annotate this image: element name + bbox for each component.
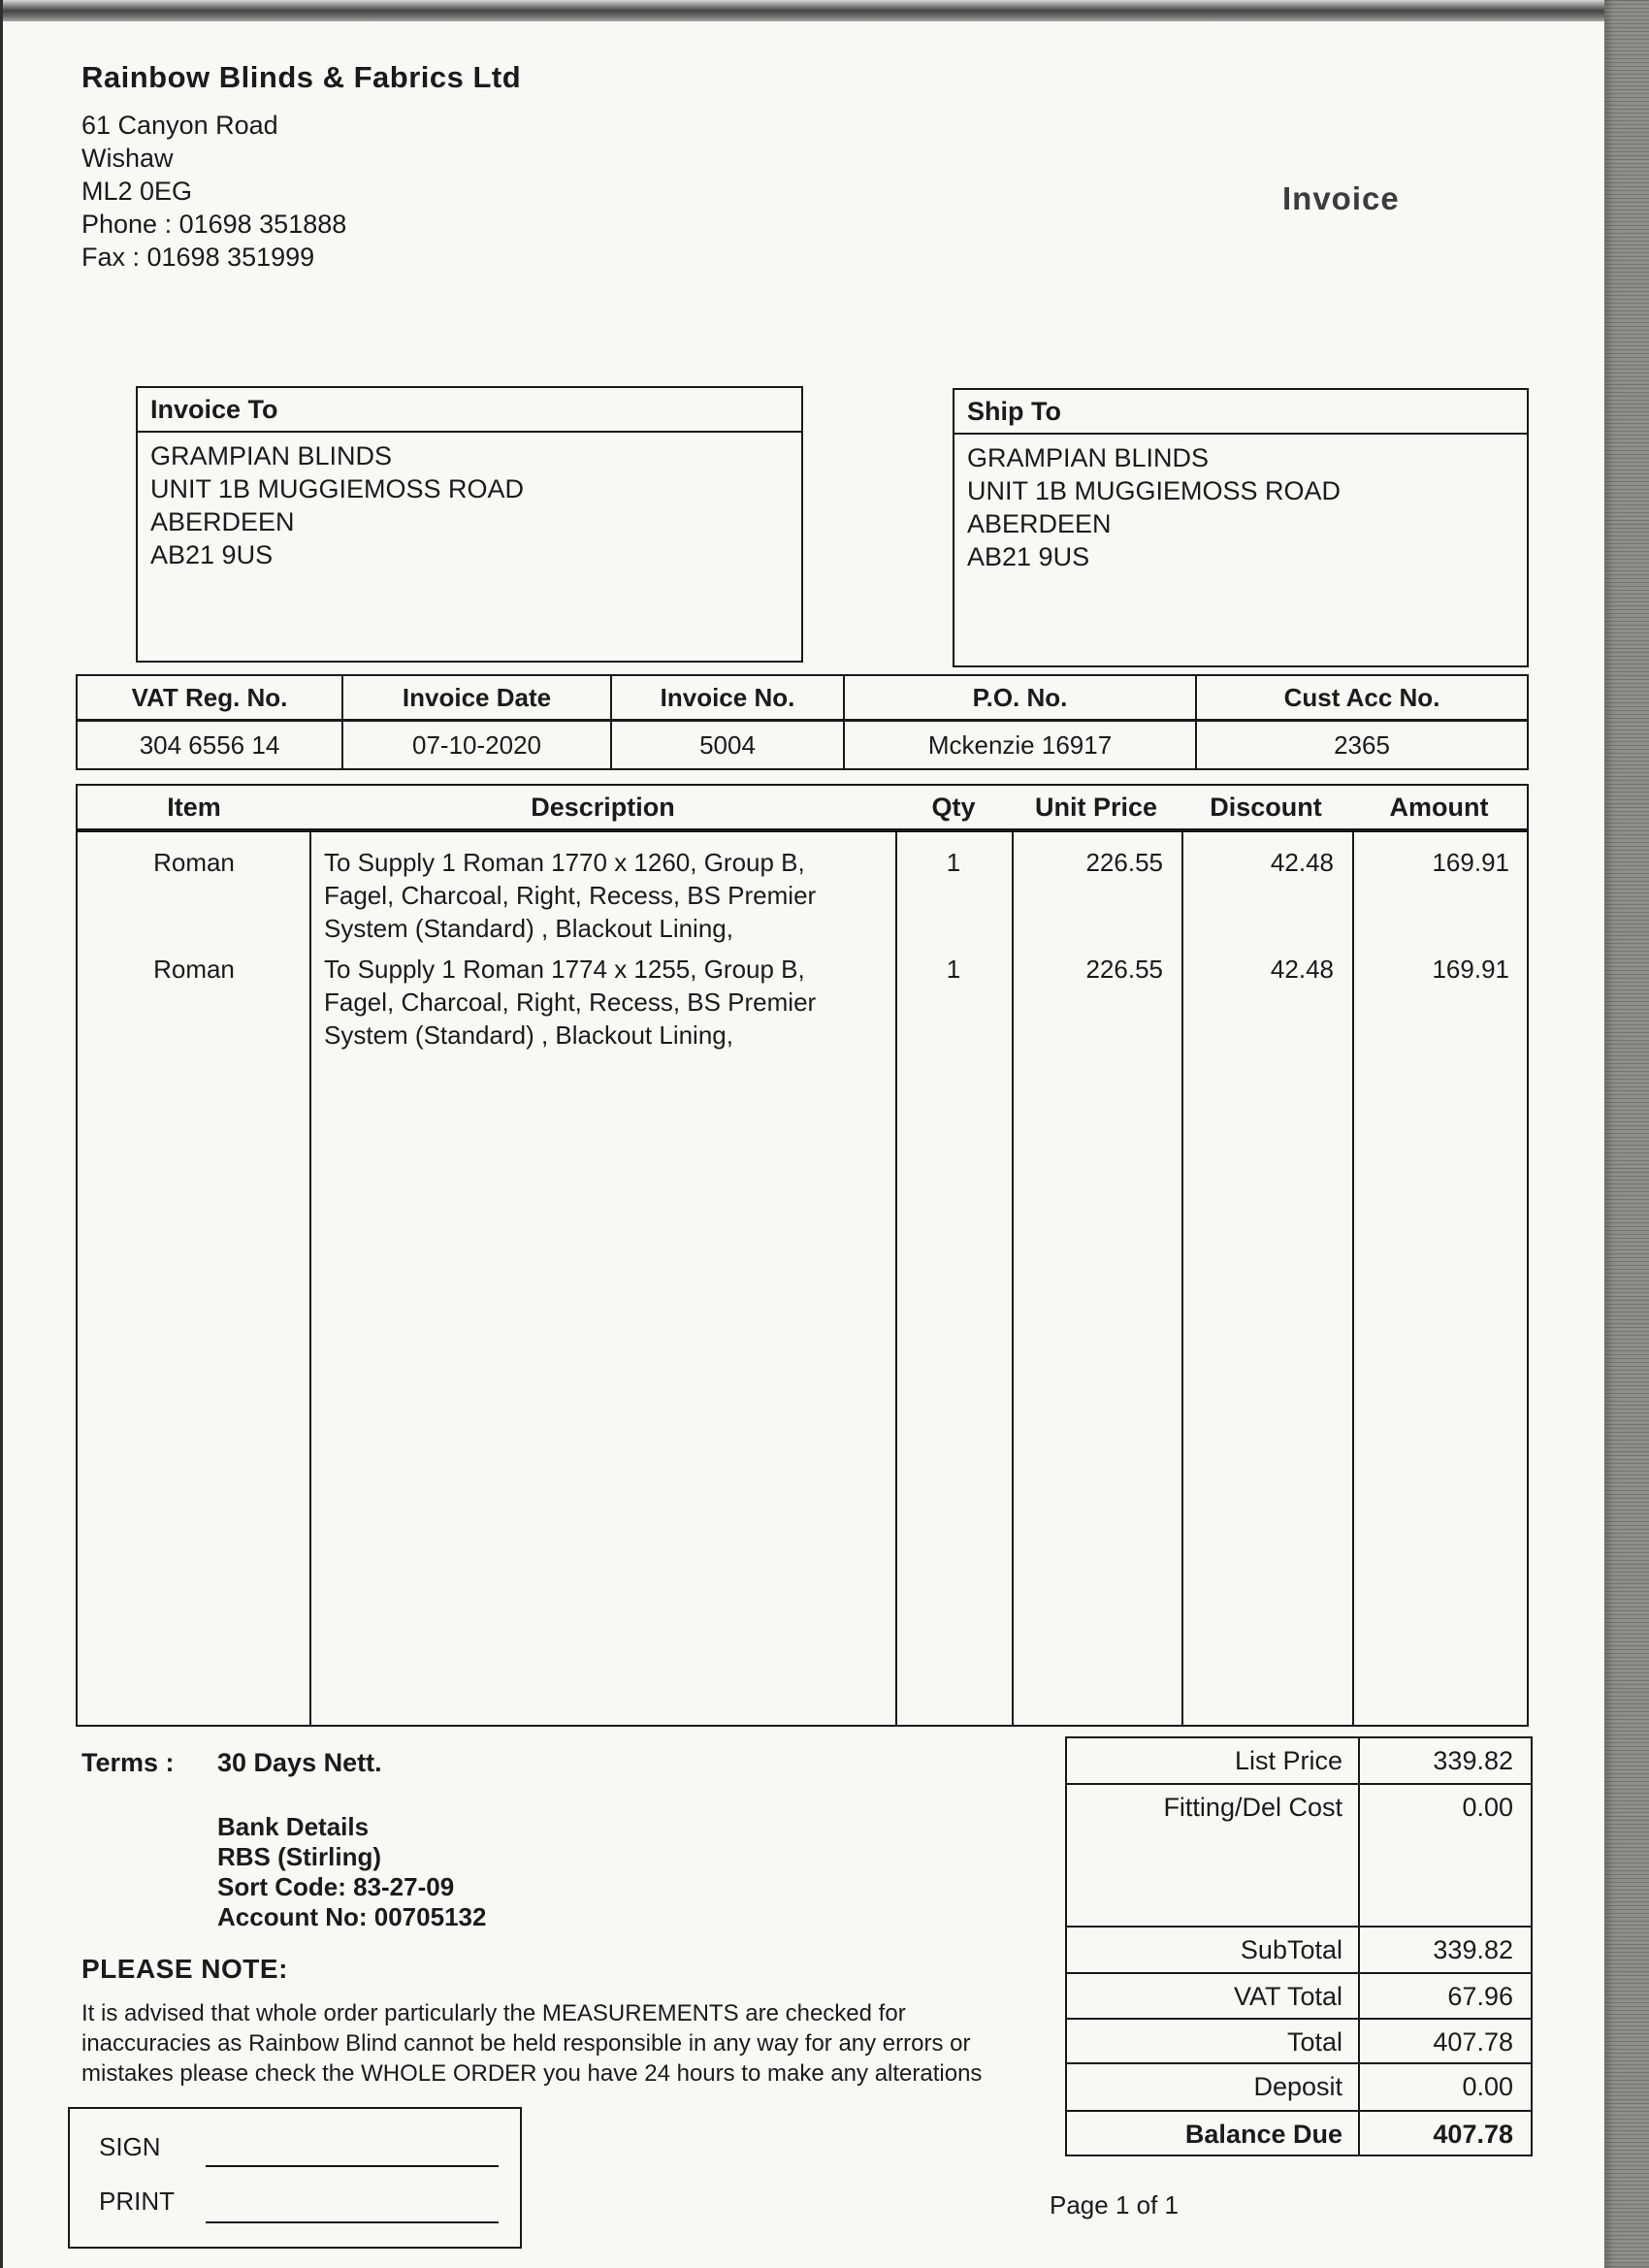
company-name: Rainbow Blinds & Fabrics Ltd bbox=[81, 60, 522, 94]
invoice-to-box bbox=[136, 386, 803, 663]
note-body: It is advised that whole order particularly the MEASUREMENTS are checked for inaccuracies as Rainbow Blind cannot be held responsible in any way for any errors or mistakes please check the WHOLE ORDER you have 24 hours to make any alterations bbox=[81, 2000, 983, 2087]
company-address-line: 61 Canyon Road bbox=[81, 111, 278, 140]
meta-header-number: Invoice No. bbox=[612, 676, 845, 719]
total-row-list-price bbox=[1067, 1738, 1531, 1785]
meta-header-date: Invoice Date bbox=[343, 676, 612, 719]
line-items-table bbox=[76, 784, 1529, 1727]
bank-details bbox=[217, 1812, 486, 1932]
total-value: 407.78 bbox=[1433, 2027, 1513, 2057]
total-value: 339.82 bbox=[1433, 1935, 1513, 1964]
meta-value-date: 07-10-2020 bbox=[343, 722, 612, 768]
company-fax: Fax : 01698 351999 bbox=[81, 243, 315, 272]
print-line bbox=[206, 2221, 499, 2223]
totals-box bbox=[1065, 1736, 1533, 2156]
ship-to-line: ABERDEEN bbox=[967, 509, 1112, 538]
items-body bbox=[78, 832, 1527, 1725]
meta-value-po: Mckenzie 16917 bbox=[845, 722, 1197, 768]
sign-label: SIGN bbox=[99, 2132, 161, 2161]
items-header-amount: Amount bbox=[1389, 792, 1489, 822]
invoice-to-line: UNIT 1B MUGGIEMOSS ROAD bbox=[150, 474, 525, 503]
table-row bbox=[78, 846, 1527, 945]
total-row-deposit bbox=[1067, 2064, 1531, 2112]
total-value: 339.82 bbox=[1433, 1746, 1513, 1775]
bank-details-heading: Bank Details bbox=[217, 1812, 370, 1841]
item-description: To Supply 1 Roman 1774 x 1255, Group B, Fagel, Charcoal, Right, Recess, BS Premier System (Standard) , Blackout Lining, bbox=[324, 955, 817, 1050]
total-value: 407.78 bbox=[1433, 2120, 1513, 2149]
items-header-item: Item bbox=[167, 792, 221, 822]
invoice-to-heading: Invoice To bbox=[138, 388, 801, 433]
item-qty: 1 bbox=[946, 848, 961, 877]
ship-to-heading: Ship To bbox=[954, 390, 1527, 435]
bank-name: RBS (Stirling) bbox=[217, 1842, 381, 1871]
item-name: Roman bbox=[153, 848, 235, 877]
items-header-row bbox=[78, 786, 1527, 832]
items-header-unit-price: Unit Price bbox=[1034, 792, 1158, 822]
company-address-line: ML2 0EG bbox=[81, 177, 193, 206]
scanner-top-edge bbox=[0, 0, 1649, 21]
table-row bbox=[78, 953, 1527, 1052]
total-label: Total bbox=[1067, 2020, 1360, 2062]
scanner-right-edge bbox=[1604, 0, 1649, 2268]
bank-account-number: Account No: 00705132 bbox=[217, 1902, 487, 1931]
company-address bbox=[81, 109, 521, 274]
total-row-total bbox=[1067, 2020, 1531, 2064]
company-header bbox=[81, 60, 521, 274]
invoice-to-address bbox=[138, 433, 801, 578]
total-label: SubTotal bbox=[1067, 1928, 1360, 1972]
meta-header-po: P.O. No. bbox=[845, 676, 1197, 719]
invoice-to-line: ABERDEEN bbox=[150, 507, 295, 536]
meta-value-vat: 304 6556 14 bbox=[78, 722, 343, 768]
item-description: To Supply 1 Roman 1770 x 1260, Group B, Fagel, Charcoal, Right, Recess, BS Premier System (Standard) , Blackout Lining, bbox=[324, 848, 817, 943]
signature-box bbox=[68, 2107, 522, 2249]
ship-to-line: UNIT 1B MUGGIEMOSS ROAD bbox=[967, 476, 1342, 505]
company-phone: Phone : 01698 351888 bbox=[81, 210, 347, 239]
invoice-to-line: GRAMPIAN BLINDS bbox=[150, 441, 393, 470]
total-label: Deposit bbox=[1067, 2064, 1360, 2110]
item-unit-price: 226.55 bbox=[1085, 955, 1163, 984]
items-header-description: Description bbox=[531, 792, 675, 822]
scanner-left-edge bbox=[0, 0, 3, 2268]
item-amount: 169.91 bbox=[1432, 955, 1509, 984]
item-discount: 42.48 bbox=[1270, 848, 1334, 877]
ship-to-line: GRAMPIAN BLINDS bbox=[967, 443, 1210, 472]
total-row-vat bbox=[1067, 1974, 1531, 2020]
total-row-fitting-cost bbox=[1067, 1785, 1531, 1928]
sign-line bbox=[206, 2165, 499, 2167]
item-amount: 169.91 bbox=[1432, 848, 1509, 877]
total-label: List Price bbox=[1067, 1738, 1360, 1783]
meta-header-vat: VAT Reg. No. bbox=[78, 676, 343, 719]
total-value: 67.96 bbox=[1447, 1982, 1513, 2011]
items-header-discount: Discount bbox=[1210, 792, 1322, 822]
total-label: VAT Total bbox=[1067, 1974, 1360, 2018]
invoice-meta-table bbox=[76, 674, 1529, 770]
item-unit-price: 226.55 bbox=[1085, 848, 1163, 877]
meta-header-account: Cust Acc No. bbox=[1283, 682, 1440, 712]
page-number: Page 1 of 1 bbox=[1050, 2190, 1179, 2219]
item-qty: 1 bbox=[946, 955, 961, 984]
items-header-qty: Qty bbox=[931, 792, 976, 822]
bank-sort-code: Sort Code: 83-27-09 bbox=[217, 1872, 455, 1901]
total-row-subtotal bbox=[1067, 1928, 1531, 1974]
ship-to-box bbox=[953, 388, 1529, 667]
meta-header-row bbox=[78, 676, 1527, 722]
total-label: Balance Due bbox=[1067, 2112, 1360, 2155]
terms-value: 30 Days Nett. bbox=[217, 1748, 382, 1777]
total-value: 0.00 bbox=[1462, 1793, 1513, 1822]
ship-to-address bbox=[954, 435, 1527, 580]
company-address-line: Wishaw bbox=[81, 144, 174, 173]
item-name: Roman bbox=[153, 955, 235, 984]
total-row-balance-due bbox=[1067, 2112, 1531, 2155]
document-title: Invoice bbox=[1282, 180, 1400, 216]
meta-value-number: 5004 bbox=[612, 722, 845, 768]
print-label: PRINT bbox=[99, 2187, 175, 2216]
total-value: 0.00 bbox=[1462, 2072, 1513, 2101]
ship-to-line: AB21 9US bbox=[967, 542, 1090, 571]
meta-values-row bbox=[78, 722, 1527, 768]
invoice-to-line: AB21 9US bbox=[150, 540, 274, 569]
terms-label: Terms : bbox=[81, 1748, 175, 1777]
note-heading: PLEASE NOTE: bbox=[81, 1954, 288, 1984]
item-discount: 42.48 bbox=[1270, 955, 1334, 984]
meta-value-account: 2365 bbox=[1334, 729, 1390, 760]
total-label: Fitting/Del Cost bbox=[1067, 1785, 1360, 1926]
